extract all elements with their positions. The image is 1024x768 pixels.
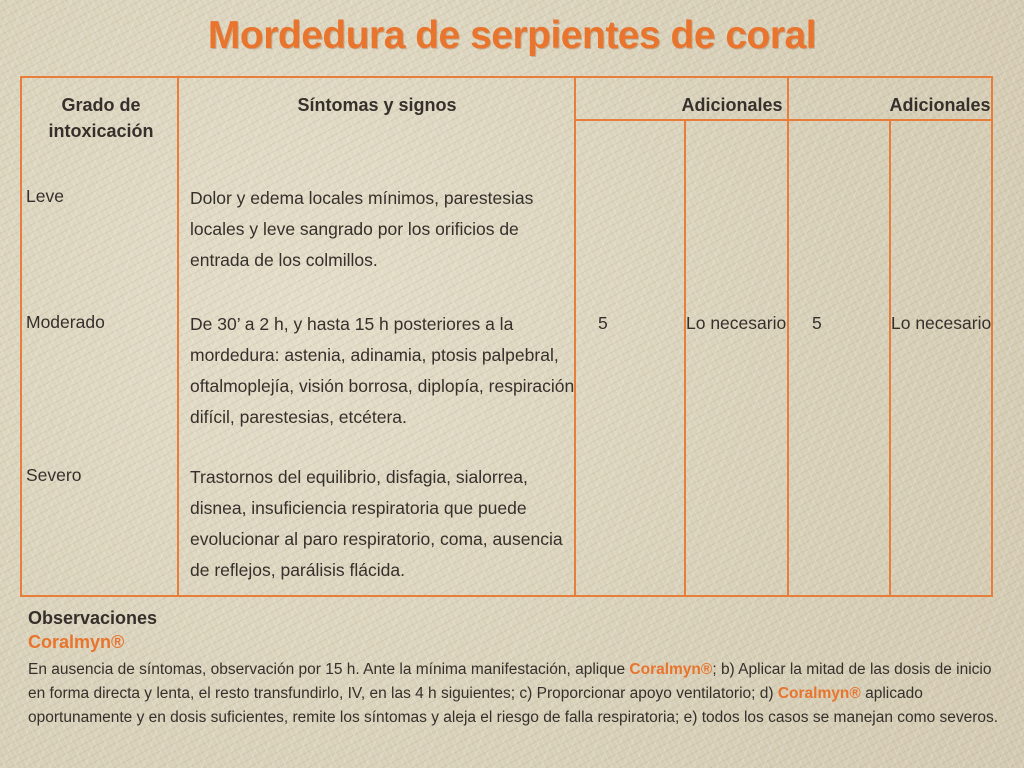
observations-text-part: En ausencia de síntomas, observación por 15 h. Ante la mínima manifestación, aplique xyxy=(28,661,630,678)
symptoms-severo-line: evolucionar al paro respiratorio, coma, ausencia xyxy=(190,529,563,549)
table-divider-grade xyxy=(177,76,179,597)
observations-text xyxy=(28,658,1003,730)
table-right-border xyxy=(991,76,993,597)
observations-brand: Coralmyn® xyxy=(28,632,125,652)
table-divider-additional-2 xyxy=(889,119,891,597)
symptoms-severo-line: Trastornos del equilibrio, disfagia, sialorrea, xyxy=(190,467,528,487)
slide-title: Mordedura de serpientes de coral xyxy=(207,14,817,57)
header-grade-line-1: Grado de xyxy=(61,95,141,115)
table-subheader-line xyxy=(574,119,993,121)
table-bottom-border xyxy=(20,595,993,597)
observations-text-part: aplicado oportunamente y en dosis suficientes, remite los síntomas y aleja el riesgo de falla respiratoria; e) todos los casos se manejan como severos. xyxy=(28,685,999,726)
symptoms-severo-line: disnea, insuficiencia respiratoria que puede xyxy=(190,498,527,518)
symptoms-leve-line: entrada de los colmillos. xyxy=(190,250,378,270)
additional-value-2: Lo necesario xyxy=(686,313,787,333)
table-divider-symptoms xyxy=(574,76,576,597)
symptoms-moderado-line: De 30’ a 2 h, y hasta 15 h posteriores a la xyxy=(190,314,514,334)
observations-brand-inline: Coralmyn® xyxy=(629,661,713,678)
grade-severo: Severo xyxy=(26,465,82,485)
additional-value-3: 5 xyxy=(812,313,822,333)
header-additional-2: Adicionales xyxy=(889,95,991,115)
symptoms-moderado xyxy=(190,309,574,433)
symptoms-moderado-line: difícil, parestesias, etcétera. xyxy=(190,407,407,427)
table-divider-additional-1 xyxy=(684,119,686,597)
symptoms-leve-line: Dolor y edema locales mínimos, parestesias xyxy=(190,188,534,208)
grade-leve: Leve xyxy=(26,186,64,206)
additional-value-1: 5 xyxy=(598,313,608,333)
symptoms-severo xyxy=(190,462,563,586)
table-top-border xyxy=(20,76,993,78)
symptoms-leve-line: locales y leve sangrado por los orificios de xyxy=(190,219,519,239)
table-left-border xyxy=(20,76,22,597)
grade-moderado: Moderado xyxy=(26,312,105,332)
observations-heading: Observaciones xyxy=(28,608,158,628)
observations-text-part: ; b) Aplicar la mitad de las dosis de inicio en forma directa y lenta, el resto transfundirlo, IV, en las 4 h siguientes; c) Proporcionar apoyo ventilatorio; d) xyxy=(28,661,992,702)
header-additional-1: Adicionales xyxy=(681,95,783,115)
additional-value-4: Lo necesario xyxy=(891,313,992,333)
symptoms-leve xyxy=(190,183,533,276)
symptoms-moderado-line: mordedura: astenia, adinamia, ptosis palpebral, xyxy=(190,345,559,365)
symptoms-severo-line: de reflejos, parálisis flácida. xyxy=(190,560,405,580)
observations-brand-inline: Coralmyn® xyxy=(777,685,861,702)
header-grade-line-2: intoxicación xyxy=(48,121,154,141)
symptoms-moderado-line: oftalmoplejía, visión borrosa, diplopía, respiración xyxy=(190,376,575,396)
header-symptoms: Síntomas y signos xyxy=(297,95,457,115)
table-divider-additional-mid xyxy=(787,76,789,597)
header-grade xyxy=(24,92,178,144)
